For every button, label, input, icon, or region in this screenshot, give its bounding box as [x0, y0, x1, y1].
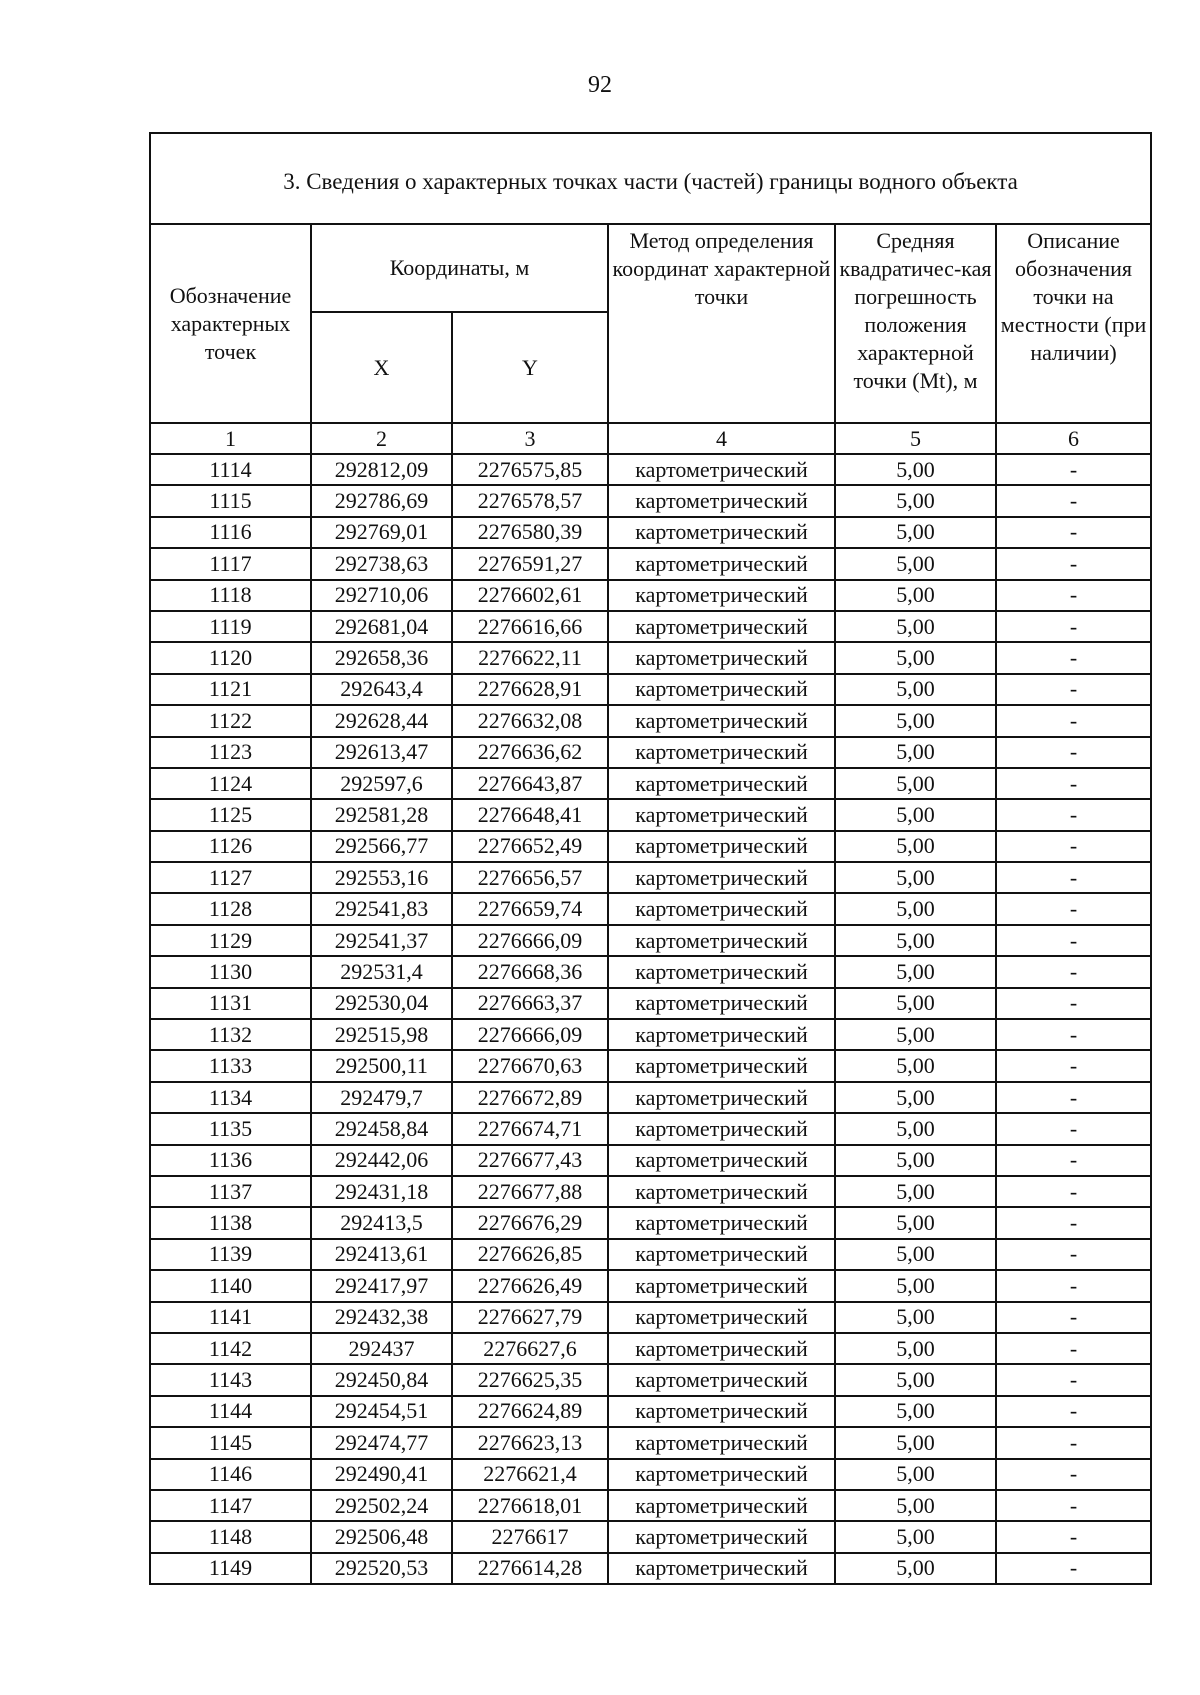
table-row — [150, 1082, 1151, 1113]
coordinate-y-cell: 2276652,49 — [452, 831, 608, 862]
description-cell: - — [996, 925, 1151, 956]
description-cell: - — [996, 988, 1151, 1019]
method-cell: картометрический — [608, 925, 835, 956]
method-cell: картометрический — [608, 1459, 835, 1490]
error-cell: 5,00 — [835, 925, 996, 956]
table-row — [150, 831, 1151, 862]
coordinate-x-cell: 292658,36 — [311, 642, 452, 673]
coordinate-y-cell: 2276666,09 — [452, 925, 608, 956]
method-cell: картометрический — [608, 1082, 835, 1113]
error-cell: 5,00 — [835, 862, 996, 893]
coordinate-y-cell: 2276624,89 — [452, 1396, 608, 1427]
error-cell: 5,00 — [835, 956, 996, 987]
error-cell: 5,00 — [835, 548, 996, 579]
error-cell: 5,00 — [835, 1239, 996, 1270]
point-designation-cell: 1115 — [150, 485, 311, 516]
description-cell: - — [996, 517, 1151, 548]
table-row — [150, 1364, 1151, 1395]
point-designation-cell: 1128 — [150, 893, 311, 924]
coordinate-y-cell: 2276614,28 — [452, 1553, 608, 1584]
description-cell: - — [996, 862, 1151, 893]
table-row — [150, 862, 1151, 893]
description-cell: - — [996, 1521, 1151, 1552]
method-cell: картометрический — [608, 454, 835, 485]
coordinate-y-cell: 2276616,66 — [452, 611, 608, 642]
coordinate-x-cell: 292442,06 — [311, 1145, 452, 1176]
table-row — [150, 737, 1151, 768]
table-row — [150, 1396, 1151, 1427]
description-cell: - — [996, 956, 1151, 987]
method-cell: картометрический — [608, 548, 835, 579]
coordinate-y-cell: 2276677,43 — [452, 1145, 608, 1176]
column-number: 4 — [608, 423, 835, 454]
method-cell: картометрический — [608, 1145, 835, 1176]
coordinate-y-cell: 2276622,11 — [452, 642, 608, 673]
point-designation-cell: 1140 — [150, 1270, 311, 1301]
coordinate-y-cell: 2276643,87 — [452, 768, 608, 799]
coordinate-y-cell: 2276648,41 — [452, 799, 608, 830]
error-cell: 5,00 — [835, 1207, 996, 1238]
table-row — [150, 893, 1151, 924]
method-cell: картометрический — [608, 611, 835, 642]
description-cell: - — [996, 1364, 1151, 1395]
description-cell: - — [996, 737, 1151, 768]
point-designation-cell: 1118 — [150, 580, 311, 611]
error-cell: 5,00 — [835, 1396, 996, 1427]
coordinate-x-cell: 292454,51 — [311, 1396, 452, 1427]
coordinate-y-cell: 2276636,62 — [452, 737, 608, 768]
table-row — [150, 1521, 1151, 1552]
error-cell: 5,00 — [835, 1333, 996, 1364]
description-cell: - — [996, 1019, 1151, 1050]
point-designation-cell: 1132 — [150, 1019, 311, 1050]
method-cell: картометрический — [608, 1050, 835, 1081]
table-row — [150, 1333, 1151, 1364]
point-designation-cell: 1120 — [150, 642, 311, 673]
column-number: 3 — [452, 423, 608, 454]
description-cell: - — [996, 799, 1151, 830]
error-cell: 5,00 — [835, 799, 996, 830]
coordinate-x-cell: 292553,16 — [311, 862, 452, 893]
description-cell: - — [996, 1113, 1151, 1144]
coordinate-x-cell: 292628,44 — [311, 705, 452, 736]
description-cell: - — [996, 1490, 1151, 1521]
method-cell: картометрический — [608, 1019, 835, 1050]
header-x: X — [311, 312, 452, 423]
column-number: 1 — [150, 423, 311, 454]
error-cell: 5,00 — [835, 1113, 996, 1144]
coordinate-y-cell: 2276627,79 — [452, 1302, 608, 1333]
point-designation-cell: 1139 — [150, 1239, 311, 1270]
header-coordinates: Координаты, м — [311, 224, 608, 312]
coordinate-x-cell: 292531,4 — [311, 956, 452, 987]
coordinate-y-cell: 2276621,4 — [452, 1459, 608, 1490]
error-cell: 5,00 — [835, 454, 996, 485]
coordinate-x-cell: 292417,97 — [311, 1270, 452, 1301]
method-cell: картометрический — [608, 642, 835, 673]
coordinate-x-cell: 292613,47 — [311, 737, 452, 768]
method-cell: картометрический — [608, 1396, 835, 1427]
coordinate-y-cell: 2276617 — [452, 1521, 608, 1552]
method-cell: картометрический — [608, 517, 835, 548]
table-row — [150, 1490, 1151, 1521]
table-row — [150, 674, 1151, 705]
error-cell: 5,00 — [835, 1490, 996, 1521]
error-cell: 5,00 — [835, 1050, 996, 1081]
table-row — [150, 1239, 1151, 1270]
coordinate-x-cell: 292431,18 — [311, 1176, 452, 1207]
description-cell: - — [996, 705, 1151, 736]
coordinate-x-cell: 292710,06 — [311, 580, 452, 611]
table-row — [150, 1302, 1151, 1333]
point-designation-cell: 1125 — [150, 799, 311, 830]
coordinate-y-cell: 2276672,89 — [452, 1082, 608, 1113]
coordinate-x-cell: 292643,4 — [311, 674, 452, 705]
table-row — [150, 988, 1151, 1019]
coordinate-y-cell: 2276668,36 — [452, 956, 608, 987]
point-designation-cell: 1148 — [150, 1521, 311, 1552]
coordinate-x-cell: 292479,7 — [311, 1082, 452, 1113]
description-cell: - — [996, 611, 1151, 642]
description-cell: - — [996, 1145, 1151, 1176]
point-designation-cell: 1123 — [150, 737, 311, 768]
coordinate-x-cell: 292413,5 — [311, 1207, 452, 1238]
table-row — [150, 1553, 1151, 1584]
column-number-row — [150, 423, 1151, 454]
coordinate-x-cell: 292769,01 — [311, 517, 452, 548]
description-cell: - — [996, 454, 1151, 485]
error-cell: 5,00 — [835, 1270, 996, 1301]
coordinate-y-cell: 2276591,27 — [452, 548, 608, 579]
point-designation-cell: 1138 — [150, 1207, 311, 1238]
error-cell: 5,00 — [835, 1364, 996, 1395]
point-designation-cell: 1141 — [150, 1302, 311, 1333]
description-cell: - — [996, 768, 1151, 799]
description-cell: - — [996, 831, 1151, 862]
method-cell: картометрический — [608, 580, 835, 611]
method-cell: картометрический — [608, 988, 835, 1019]
coordinate-y-cell: 2276632,08 — [452, 705, 608, 736]
error-cell: 5,00 — [835, 1176, 996, 1207]
error-cell: 5,00 — [835, 1521, 996, 1552]
table-row — [150, 925, 1151, 956]
error-cell: 5,00 — [835, 1553, 996, 1584]
coordinate-y-cell: 2276627,6 — [452, 1333, 608, 1364]
method-cell: картометрический — [608, 1553, 835, 1584]
table-row — [150, 1145, 1151, 1176]
table-row — [150, 956, 1151, 987]
coordinate-y-cell: 2276670,63 — [452, 1050, 608, 1081]
coordinate-y-cell: 2276623,13 — [452, 1427, 608, 1458]
point-designation-cell: 1131 — [150, 988, 311, 1019]
method-cell: картометрический — [608, 674, 835, 705]
point-designation-cell: 1145 — [150, 1427, 311, 1458]
coordinate-x-cell: 292490,41 — [311, 1459, 452, 1490]
table-row — [150, 1427, 1151, 1458]
point-designation-cell: 1144 — [150, 1396, 311, 1427]
table-row — [150, 1019, 1151, 1050]
description-cell: - — [996, 1553, 1151, 1584]
method-cell: картометрический — [608, 1207, 835, 1238]
coordinate-y-cell: 2276663,37 — [452, 988, 608, 1019]
header-description: Описание обозначения точки на местности (при наличии) — [996, 224, 1151, 423]
description-cell: - — [996, 674, 1151, 705]
table-row — [150, 580, 1151, 611]
error-cell: 5,00 — [835, 705, 996, 736]
coordinate-x-cell: 292450,84 — [311, 1364, 452, 1395]
column-number: 2 — [311, 423, 452, 454]
error-cell: 5,00 — [835, 642, 996, 673]
error-cell: 5,00 — [835, 674, 996, 705]
point-designation-cell: 1114 — [150, 454, 311, 485]
coordinate-x-cell: 292581,28 — [311, 799, 452, 830]
column-number: 5 — [835, 423, 996, 454]
coordinate-y-cell: 2276676,29 — [452, 1207, 608, 1238]
method-cell: картометрический — [608, 1113, 835, 1144]
description-cell: - — [996, 1239, 1151, 1270]
coordinate-y-cell: 2276625,35 — [452, 1364, 608, 1395]
point-designation-cell: 1117 — [150, 548, 311, 579]
point-designation-cell: 1116 — [150, 517, 311, 548]
table-body — [150, 454, 1151, 1584]
coordinate-x-cell: 292681,04 — [311, 611, 452, 642]
description-cell: - — [996, 1459, 1151, 1490]
coordinate-x-cell: 292432,38 — [311, 1302, 452, 1333]
coordinate-x-cell: 292506,48 — [311, 1521, 452, 1552]
coordinate-x-cell: 292786,69 — [311, 485, 452, 516]
error-cell: 5,00 — [835, 768, 996, 799]
coordinate-x-cell: 292500,11 — [311, 1050, 452, 1081]
coordinate-y-cell: 2276674,71 — [452, 1113, 608, 1144]
coordinate-x-cell: 292530,04 — [311, 988, 452, 1019]
point-designation-cell: 1142 — [150, 1333, 311, 1364]
description-cell: - — [996, 642, 1151, 673]
point-designation-cell: 1130 — [150, 956, 311, 987]
method-cell: картометрический — [608, 1521, 835, 1552]
header-method: Метод определения координат характерной точки — [608, 224, 835, 423]
coordinate-x-cell: 292502,24 — [311, 1490, 452, 1521]
description-cell: - — [996, 1333, 1151, 1364]
coordinate-x-cell: 292474,77 — [311, 1427, 452, 1458]
description-cell: - — [996, 485, 1151, 516]
coordinate-x-cell: 292437 — [311, 1333, 452, 1364]
point-designation-cell: 1137 — [150, 1176, 311, 1207]
error-cell: 5,00 — [835, 1459, 996, 1490]
description-cell: - — [996, 1176, 1151, 1207]
method-cell: картометрический — [608, 737, 835, 768]
error-cell: 5,00 — [835, 1019, 996, 1050]
coordinate-y-cell: 2276628,91 — [452, 674, 608, 705]
description-cell: - — [996, 1082, 1151, 1113]
coordinate-y-cell: 2276578,57 — [452, 485, 608, 516]
method-cell: картометрический — [608, 1333, 835, 1364]
table-row — [150, 1113, 1151, 1144]
point-designation-cell: 1135 — [150, 1113, 311, 1144]
table-row — [150, 1270, 1151, 1301]
table-row — [150, 1459, 1151, 1490]
coordinate-y-cell: 2276656,57 — [452, 862, 608, 893]
table-row — [150, 705, 1151, 736]
coordinate-y-cell: 2276666,09 — [452, 1019, 608, 1050]
coordinate-x-cell: 292738,63 — [311, 548, 452, 579]
table-row — [150, 799, 1151, 830]
description-cell: - — [996, 548, 1151, 579]
point-designation-cell: 1134 — [150, 1082, 311, 1113]
table-row — [150, 1176, 1151, 1207]
point-designation-cell: 1122 — [150, 705, 311, 736]
description-cell: - — [996, 1427, 1151, 1458]
method-cell: картометрический — [608, 1364, 835, 1395]
method-cell: картометрический — [608, 1239, 835, 1270]
page-number: 92 — [588, 72, 612, 98]
point-designation-cell: 1127 — [150, 862, 311, 893]
method-cell: картометрический — [608, 485, 835, 516]
characteristic-points-table — [149, 132, 1152, 1585]
method-cell: картометрический — [608, 705, 835, 736]
error-cell: 5,00 — [835, 611, 996, 642]
error-cell: 5,00 — [835, 1427, 996, 1458]
coordinate-x-cell: 292597,6 — [311, 768, 452, 799]
coordinate-x-cell: 292541,37 — [311, 925, 452, 956]
point-designation-cell: 1136 — [150, 1145, 311, 1176]
point-designation-cell: 1121 — [150, 674, 311, 705]
point-designation-cell: 1143 — [150, 1364, 311, 1395]
error-cell: 5,00 — [835, 485, 996, 516]
table-row — [150, 611, 1151, 642]
coordinate-x-cell: 292458,84 — [311, 1113, 452, 1144]
method-cell: картометрический — [608, 1176, 835, 1207]
header-y: Y — [452, 312, 608, 423]
coordinate-y-cell: 2276659,74 — [452, 893, 608, 924]
point-designation-cell: 1146 — [150, 1459, 311, 1490]
point-designation-cell: 1124 — [150, 768, 311, 799]
error-cell: 5,00 — [835, 988, 996, 1019]
error-cell: 5,00 — [835, 580, 996, 611]
method-cell: картометрический — [608, 1490, 835, 1521]
point-designation-cell: 1147 — [150, 1490, 311, 1521]
method-cell: картометрический — [608, 768, 835, 799]
error-cell: 5,00 — [835, 1082, 996, 1113]
coordinate-x-cell: 292413,61 — [311, 1239, 452, 1270]
error-cell: 5,00 — [835, 737, 996, 768]
coordinate-x-cell: 292541,83 — [311, 893, 452, 924]
method-cell: картометрический — [608, 1270, 835, 1301]
table-row — [150, 485, 1151, 516]
table-row — [150, 768, 1151, 799]
point-designation-cell: 1149 — [150, 1553, 311, 1584]
header-designation: Обозначение характерных точек — [150, 224, 311, 423]
header-error: Средняя квадратичес-кая погрешность положения характерной точки (Mt), м — [835, 224, 996, 423]
coordinate-x-cell: 292515,98 — [311, 1019, 452, 1050]
coordinate-y-cell: 2276602,61 — [452, 580, 608, 611]
point-designation-cell: 1119 — [150, 611, 311, 642]
method-cell: картометрический — [608, 1302, 835, 1333]
method-cell: картометрический — [608, 831, 835, 862]
table-row — [150, 454, 1151, 485]
method-cell: картометрический — [608, 1427, 835, 1458]
coordinate-y-cell: 2276618,01 — [452, 1490, 608, 1521]
method-cell: картометрический — [608, 956, 835, 987]
description-cell: - — [996, 1396, 1151, 1427]
description-cell: - — [996, 893, 1151, 924]
coordinate-y-cell: 2276575,85 — [452, 454, 608, 485]
method-cell: картометрический — [608, 893, 835, 924]
description-cell: - — [996, 1270, 1151, 1301]
description-cell: - — [996, 580, 1151, 611]
coordinate-y-cell: 2276626,49 — [452, 1270, 608, 1301]
table-row — [150, 1207, 1151, 1238]
error-cell: 5,00 — [835, 517, 996, 548]
method-cell: картометрический — [608, 799, 835, 830]
error-cell: 5,00 — [835, 831, 996, 862]
table-row — [150, 642, 1151, 673]
error-cell: 5,00 — [835, 1302, 996, 1333]
table-row — [150, 1050, 1151, 1081]
coordinate-y-cell: 2276626,85 — [452, 1239, 608, 1270]
table-row — [150, 548, 1151, 579]
description-cell: - — [996, 1302, 1151, 1333]
coordinate-x-cell: 292566,77 — [311, 831, 452, 862]
point-designation-cell: 1133 — [150, 1050, 311, 1081]
method-cell: картометрический — [608, 862, 835, 893]
coordinate-y-cell: 2276580,39 — [452, 517, 608, 548]
description-cell: - — [996, 1207, 1151, 1238]
error-cell: 5,00 — [835, 893, 996, 924]
column-number: 6 — [996, 423, 1151, 454]
error-cell: 5,00 — [835, 1145, 996, 1176]
table-row — [150, 517, 1151, 548]
coordinate-y-cell: 2276677,88 — [452, 1176, 608, 1207]
description-cell: - — [996, 1050, 1151, 1081]
coordinate-x-cell: 292520,53 — [311, 1553, 452, 1584]
table-title: 3. Сведения о характерных точках части (частей) границы водного объекта — [150, 133, 1151, 224]
point-designation-cell: 1126 — [150, 831, 311, 862]
coordinate-x-cell: 292812,09 — [311, 454, 452, 485]
point-designation-cell: 1129 — [150, 925, 311, 956]
